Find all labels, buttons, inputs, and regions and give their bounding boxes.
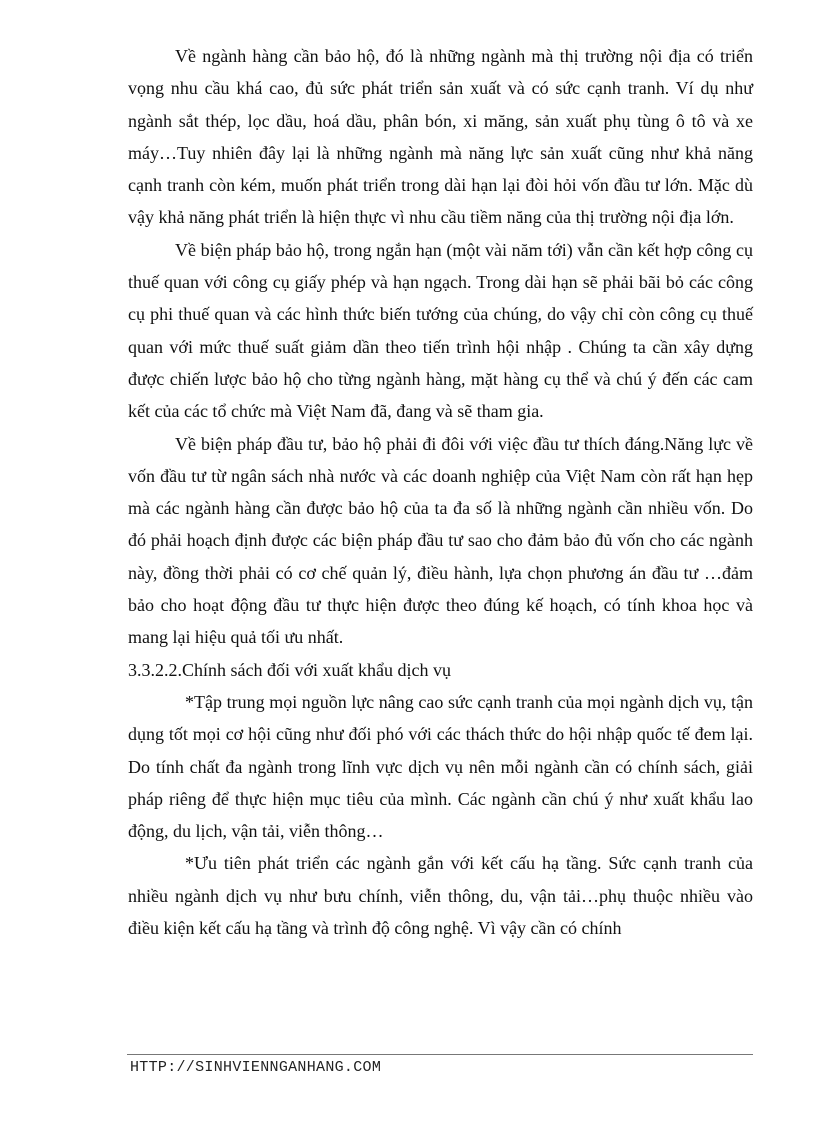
footer-divider <box>127 1054 753 1055</box>
paragraph-protection-measures: Về biện pháp bảo hộ, trong ngắn hạn (một vài năm tới) vẫn cần kết hợp công cụ thuế quan với công cụ giấy phép và hạn ngạch. Trong dài hạn sẽ phải bãi bỏ các công cụ phi thuế quan và các hình thức biến tướng của chúng, do vậy chỉ còn công cụ thuế quan với mức thuế suất giảm dần theo tiến trình hội nhập . Chúng ta cần xây dựng được chiến lược bảo hộ cho từng ngành hàng, mặt hàng cụ thể và chú ý đến các cam kết của các tổ chức mà Việt Nam đã, đang và sẽ tham gia. <box>128 239 753 422</box>
document-body <box>128 40 753 944</box>
paragraph-protected-industries: Về ngành hàng cần bảo hộ, đó là những ngành mà thị trường nội địa có triển vọng nhu cầu khá cao, đủ sức phát triển sản xuất và có sức cạnh tranh. Ví dụ như ngành sắt thép, lọc dầu, hoá dầu, phân bón, xi măng, sản xuất phụ tùng ô tô và xe máy…Tuy nhiên đây lại là những ngành mà năng lực sản xuất cũng như khả năng cạnh tranh còn kém, muốn phát triển trong dài hạn lại đòi hỏi vốn đầu tư lớn. Mặc dù vậy khả năng phát triển là hiện thực vì nhu cầu tiềm năng của thị trường nội địa lớn. <box>128 46 753 228</box>
paragraph-service-infrastructure: *Ưu tiên phát triển các ngành gắn với kết cấu hạ tầng. Sức cạnh tranh của nhiều ngành dịch vụ như bưu chính, viễn thông, du, vận tải…phụ thuộc nhiều vào điều kiện kết cấu hạ tầng và trình độ công nghệ. Vì vậy cần có chính <box>128 853 753 939</box>
paragraph-service-competitiveness: *Tập trung mọi nguồn lực nâng cao sức cạnh tranh của mọi ngành dịch vụ, tận dụng tốt mọi cơ hội cũng như đối phó với các thách thức do hội nhập quốc tế đem lại. Do tính chất đa ngành trong lĩnh vực dịch vụ nên mỗi ngành cần có chính sách, giải pháp riêng để thực hiện mục tiêu của mình. Các ngành cần chú ý như xuất khẩu lao động, du lịch, vận tải, viễn thông… <box>128 691 753 842</box>
footer-url: HTTP://SINHVIENNGANHANG.COM <box>130 1059 382 1076</box>
paragraph-investment-measures: Về biện pháp đầu tư, bảo hộ phải đi đôi với việc đầu tư thích đáng.Năng lực về vốn đầu tư từ ngân sách nhà nước và các doanh nghiệp của Việt Nam còn rất hạn hẹp mà các ngành hàng cần được bảo hộ của ta đa số là những ngành cần nhiều vốn. Do đó phải hoạch định được các biện pháp đầu tư sao cho đảm bảo đủ vốn cho các ngành này, đồng thời phải có cơ chế quản lý, điều hành, lựa chọn phương án đầu tư …đảm bảo cho hoạt động đầu tư thực hiện được theo đúng kế hoạch, có tính khoa học và mang lại hiệu quả tối ưu nhất. <box>128 433 753 648</box>
section-heading: 3.3.2.2.Chính sách đối với xuất khẩu dịch vụ <box>128 659 451 680</box>
